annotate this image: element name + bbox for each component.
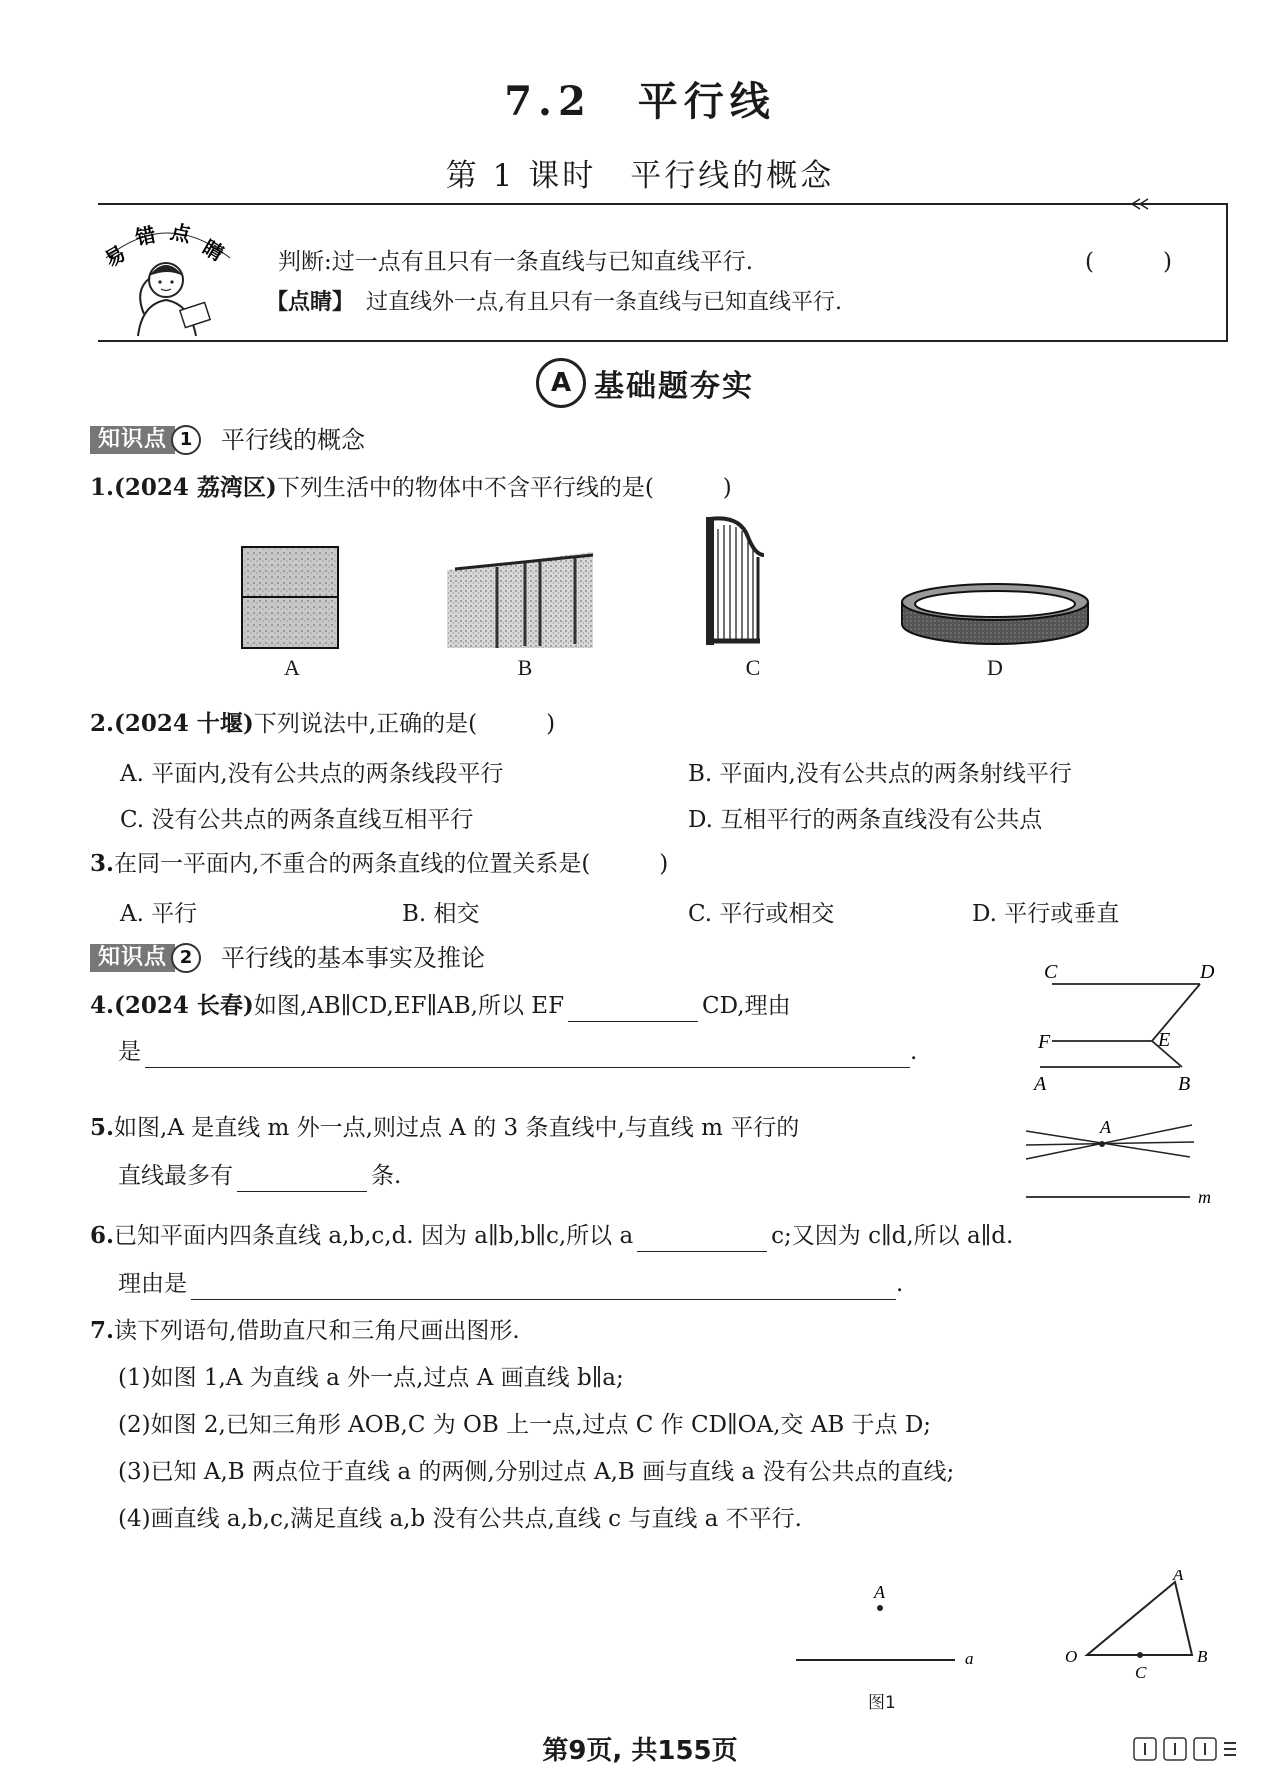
q2-option-a[interactable]: A. 平面内,没有公共点的两条线段平行 (120, 761, 504, 787)
q3-number: 3. (90, 850, 115, 877)
q7-text: 读下列语句,借助直尺和三角尺画出图形. (114, 1318, 520, 1344)
svg-text:易: 易 (100, 240, 130, 272)
lesson-subtitle: 第 1 课时 平行线的概念 (445, 158, 835, 194)
q4-number: 4. (90, 992, 115, 1019)
q2-text: 下列说法中,正确的是( ) (253, 711, 556, 737)
q4-label-b: B (1178, 1073, 1191, 1095)
knowledge-point-2 (90, 943, 485, 973)
svg-text:睛: 睛 (198, 235, 228, 266)
svg-text:点: 点 (168, 219, 193, 247)
q4-source: (2024 长春) (114, 992, 254, 1019)
kp1-title: 平行线的概念 (221, 426, 366, 454)
q1-image-b-gate (445, 550, 595, 650)
question-5-line2 (118, 1160, 401, 1192)
q3-option-b[interactable]: B. 相交 (402, 901, 480, 927)
q7-figure-1 (790, 1580, 990, 1670)
q7-figure-1-caption: 图1 (868, 1693, 896, 1713)
q1-image-d-ring (898, 580, 1093, 650)
tip-logo (98, 218, 238, 338)
tip-answer (266, 285, 842, 316)
q5-label-m: m (1198, 1187, 1211, 1205)
q4-label-f: F (1038, 1031, 1051, 1053)
q4-end: . (910, 1039, 918, 1065)
q6-number: 6. (90, 1222, 115, 1249)
kp2-title: 平行线的基本事实及推论 (221, 944, 486, 972)
q7-fig1-label-a: A (874, 1582, 885, 1602)
q1-caption-c: C (745, 655, 761, 680)
q3-option-c[interactable]: C. 平行或相交 (688, 901, 835, 927)
knowledge-point-1 (90, 425, 365, 455)
q5-label-a: A (1100, 1117, 1111, 1137)
q1-image-a-door (240, 545, 340, 650)
kp2-tag: 知识点 (90, 944, 175, 972)
question-4 (90, 990, 791, 1022)
q6-blank-2[interactable] (191, 1277, 896, 1300)
q4-blank-1[interactable] (568, 999, 698, 1022)
q1-text: 下列生活中的物体中不含平行线的是( ) (276, 475, 732, 501)
arrow-left-icon (1130, 196, 1230, 216)
q1-caption-d: D (987, 655, 1003, 680)
q7-item-4: (4)画直线 a,b,c,满足直线 a,b 没有公共点,直线 c 与直线 a 不平行. (118, 1506, 802, 1532)
question-5 (90, 1112, 799, 1144)
q5-number: 5. (90, 1114, 115, 1141)
kp1-tag: 知识点 (90, 426, 175, 454)
q7-fig1-label-line-a: a (965, 1649, 974, 1668)
q5-figure (1020, 1115, 1215, 1205)
q1-source: (2024 荔湾区) (114, 474, 277, 501)
q7-figure-2 (1055, 1570, 1230, 1680)
q7-fig2-label-b: B (1197, 1647, 1208, 1666)
section-a-heading (536, 358, 754, 408)
question-7 (90, 1315, 520, 1347)
section-a-title: 基础题夯实 (594, 369, 754, 404)
q7-item-1: (1)如图 1,A 为直线 a 外一点,过点 A 画直线 b∥a; (118, 1365, 624, 1391)
kp2-num: 2 (171, 943, 201, 973)
q1-image-c-harp (700, 515, 770, 650)
q6-end: . (896, 1271, 904, 1297)
q4-blank-2[interactable] (145, 1045, 910, 1068)
question-4-line2 (118, 1036, 917, 1068)
tip-question: 判断:过一点有且只有一条直线与已知直线平行. (278, 249, 754, 275)
q7-item-2: (2)如图 2,已知三角形 AOB,C 为 OB 上一点,过点 C 作 CD∥OA,交 AB 于点 D; (118, 1412, 932, 1438)
q4-text-b: CD,理由 (702, 993, 791, 1019)
q4-text-a: 如图,AB∥CD,EF∥AB,所以 EF (253, 993, 565, 1019)
q2-option-b[interactable]: B. 平面内,没有公共点的两条射线平行 (688, 761, 1072, 787)
kp1-num: 1 (171, 425, 201, 455)
question-6 (90, 1220, 1013, 1252)
q2-option-d[interactable]: D. 互相平行的两条直线没有公共点 (688, 807, 1043, 833)
q2-source: (2024 十堰) (114, 710, 254, 737)
q5-text-a: 如图,A 是直线 m 外一点,则过点 A 的 3 条直线中,与直线 m 平行的 (114, 1115, 800, 1141)
q3-option-a[interactable]: A. 平行 (120, 901, 198, 927)
q2-option-c[interactable]: C. 没有公共点的两条直线互相平行 (120, 807, 474, 833)
question-3 (90, 848, 668, 880)
q7-fig2-label-a: A (1173, 1570, 1184, 1584)
page-number: 第9页, 共155页 (542, 1736, 738, 1766)
q5-text-b: 直线最多有 (118, 1163, 233, 1189)
q1-caption-a: A (284, 655, 300, 680)
q4-label-d: D (1200, 961, 1215, 983)
q5-text-c: 条. (371, 1163, 402, 1189)
q7-number: 7. (90, 1317, 115, 1344)
question-2 (90, 708, 555, 740)
q4-text-c: 是 (118, 1039, 141, 1065)
q4-figure (1030, 960, 1220, 1095)
q7-item-3: (3)已知 A,B 两点位于直线 a 的两侧,分别过点 A,B 画与直线 a 没有公共点的直线; (118, 1459, 955, 1485)
q3-option-d[interactable]: D. 平行或垂直 (972, 901, 1120, 927)
q1-caption-b: B (517, 655, 533, 680)
q6-blank-1[interactable] (637, 1229, 767, 1252)
menu-icon[interactable] (1130, 1735, 1240, 1763)
q7-fig2-label-o: O (1065, 1647, 1078, 1666)
q5-blank[interactable] (237, 1169, 367, 1192)
tip-answer-tag: 【点睛】 (266, 289, 355, 315)
tip-answer-text: 过直线外一点,有且只有一条直线与已知直线平行. (366, 290, 843, 315)
question-6-line2 (118, 1268, 903, 1300)
q4-label-c: C (1044, 961, 1058, 983)
q4-label-e: E (1158, 1029, 1171, 1051)
q6-text-b: c;又因为 c∥d,所以 a∥d. (771, 1223, 1014, 1249)
tip-answer-paren[interactable]: ( ) (1085, 249, 1172, 275)
q1-number: 1. (90, 474, 115, 501)
svg-text:错: 错 (133, 222, 158, 250)
q6-text-c: 理由是 (118, 1271, 187, 1297)
q4-label-a: A (1034, 1073, 1047, 1095)
q7-fig2-label-c: C (1135, 1663, 1147, 1680)
section-a-badge: A (536, 358, 586, 408)
section-title: 7.2 平行线 (504, 78, 776, 125)
q2-number: 2. (90, 710, 115, 737)
question-1 (90, 472, 732, 504)
q3-text: 在同一平面内,不重合的两条直线的位置关系是( ) (114, 851, 669, 877)
q6-text-a: 已知平面内四条直线 a,b,c,d. 因为 a∥b,b∥c,所以 a (114, 1223, 634, 1249)
